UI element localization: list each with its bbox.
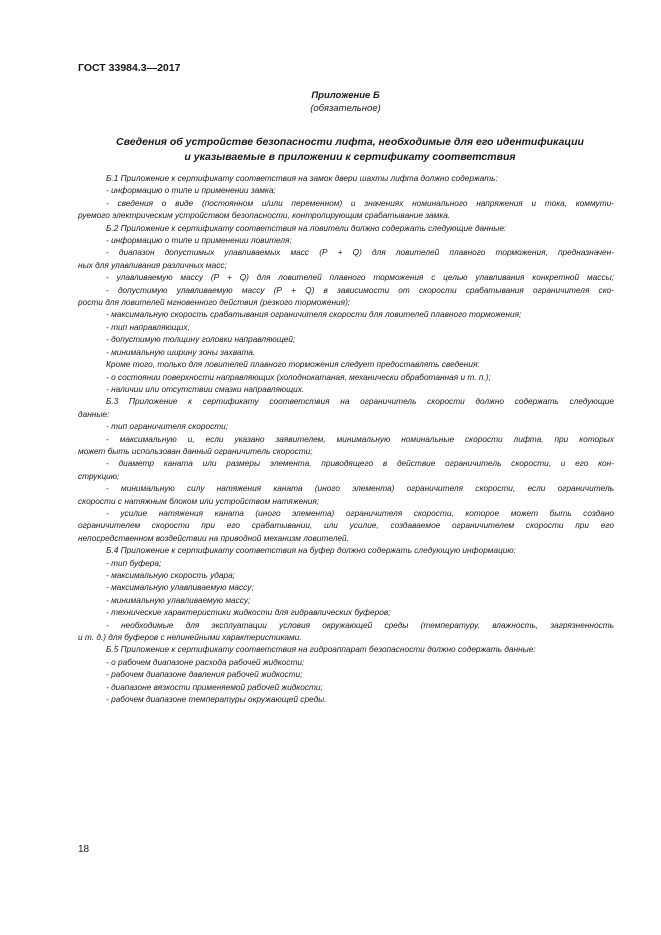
text-line: - наличии или отсутствии смазки направляющих.	[106, 383, 305, 394]
text-line: непосредственном воздействии на приводной механизм ловителей.	[78, 532, 349, 543]
text-line: - диаметр каната или размеры элемента, приводящего в действие ограничитель скорости, и его кон-	[106, 458, 614, 469]
text-line: ограничителем скорости при его срабатывании, или усилие, создаваемое ограничителем скорости при его	[78, 520, 614, 531]
text-line: - максимальную скорость удара;	[106, 570, 235, 580]
text-line: - тип буфера;	[106, 557, 162, 568]
text-line: - диапазон допустимых улавливаемых масс (Р + Q) для ловителей плавного торможения, предназначен-	[106, 247, 614, 258]
text-line: данные:	[78, 408, 110, 419]
text-line: Б.4 Приложение к сертификату соответствия на буфер должно содержать следующую информацию:	[106, 545, 516, 556]
text-line: - информацию о типе и применении замка;	[106, 185, 276, 196]
section-title-line-1: Сведения об устройстве безопасности лифта, необходимые для его идентификации	[116, 136, 584, 148]
text-line: ных для улавливания различных масс;	[78, 259, 227, 270]
text-line: - максимальную и, если указано заявителем, минимальную номинальные скорости лифта, при которых	[106, 433, 614, 444]
appendix-name: Приложение Б	[311, 90, 380, 101]
text-line: - усилие натяжения каната (иного элемента) ограничителя скорости, которое может быть создано	[106, 507, 614, 518]
text-line: струкцию;	[78, 470, 120, 481]
text-line: - технические характеристики жидкости для гидравлических буферов;	[106, 607, 391, 618]
text-line: Кроме того, только для ловителей плавного торможения следует предоставлять сведения:	[106, 359, 480, 370]
text-line: - минимальную улавливаемую массу;	[106, 594, 251, 605]
section-title-line-2: и указываемые в приложении к сертификату соответствия	[184, 151, 516, 163]
text-line: - максимальную скорость срабатывания ограничителя скорости для ловителей плавного торможения;	[106, 309, 522, 320]
appendix-status: (обязательное)	[310, 103, 381, 114]
section-title	[90, 135, 610, 165]
text-line: Б.2 Приложение к сертификату соответствия на ловители должно содержать следующие данные:	[106, 222, 507, 233]
text-line: руемого электрическим устройством безопасности, контролирующим срабатывание замка.	[78, 210, 451, 221]
text-line: - минимальную силу натяжения каната (иного элемента) ограничителя скорости, если ограничитель	[106, 483, 614, 494]
text-line: - информацию о типе и применении ловителя;	[106, 235, 292, 246]
text-line: - тип ограничителя скорости;	[106, 421, 229, 432]
text-line: - минимальную ширину зоны захвата.	[106, 346, 256, 357]
text-line: может быть использован данный ограничитель скорости;	[78, 445, 313, 456]
document-code: ГОСТ 33984.3—2017	[78, 62, 181, 74]
text-line: - улавливаемую массу (Р + Q) для ловителей плавного торможения с целью улавливания конкретной массы;	[106, 272, 614, 283]
text-line: - тип направляющих;	[106, 321, 190, 332]
text-line: - диапазоне вязкости применяемой рабочей жидкости;	[106, 681, 323, 692]
text-line: и т. д.) для буферов с нелинейными характеристиками.	[78, 632, 302, 643]
text-line: скорости с натяжным блоком или устройством натяжения;	[78, 495, 320, 506]
text-line: - допустимую улавливаемую массу (Р + Q) в зависимости от скорости срабатывания ограничителя ско-	[106, 284, 614, 295]
document-body	[78, 172, 614, 705]
text-line: Б.3 Приложение к сертификату соответствия на ограничитель скорости должно содержать следующие	[106, 396, 614, 407]
page-number: 18	[78, 844, 90, 855]
text-line: Б.5 Приложение к сертификату соответствия на гидроаппарат безопасности должно содержать данные:	[106, 644, 536, 655]
text-line: - о состоянии поверхности направляющих (холоднокатаная, механически обработанная и т. п.);	[106, 371, 491, 382]
text-line: - максимальную улавливаемую массу;	[106, 582, 254, 593]
text-line: рости для ловителей мгновенного действия (резкого торможения);	[78, 297, 351, 308]
text-line: - необходимые для эксплуатации условия окружающей среды (температуру, влажность, загрязненность	[106, 619, 614, 630]
text-line: - о рабочем диапазоне расхода рабочей жидкости;	[106, 656, 305, 667]
text-line: - рабочем диапазоне температуры окружающей среды.	[106, 694, 327, 705]
text-line: - допустимую толщину головки направляющей;	[106, 334, 296, 345]
text-line: - сведения о виде (постоянном и/или переменном) и значениях номинального напряжения и тока, коммути-	[106, 197, 614, 208]
text-line: Б.1 Приложение к сертификату соответствия на замок двери шахты лифта должно содержать:	[106, 173, 498, 183]
text-line: - рабочем диапазоне давления рабочей жидкости;	[106, 669, 303, 680]
